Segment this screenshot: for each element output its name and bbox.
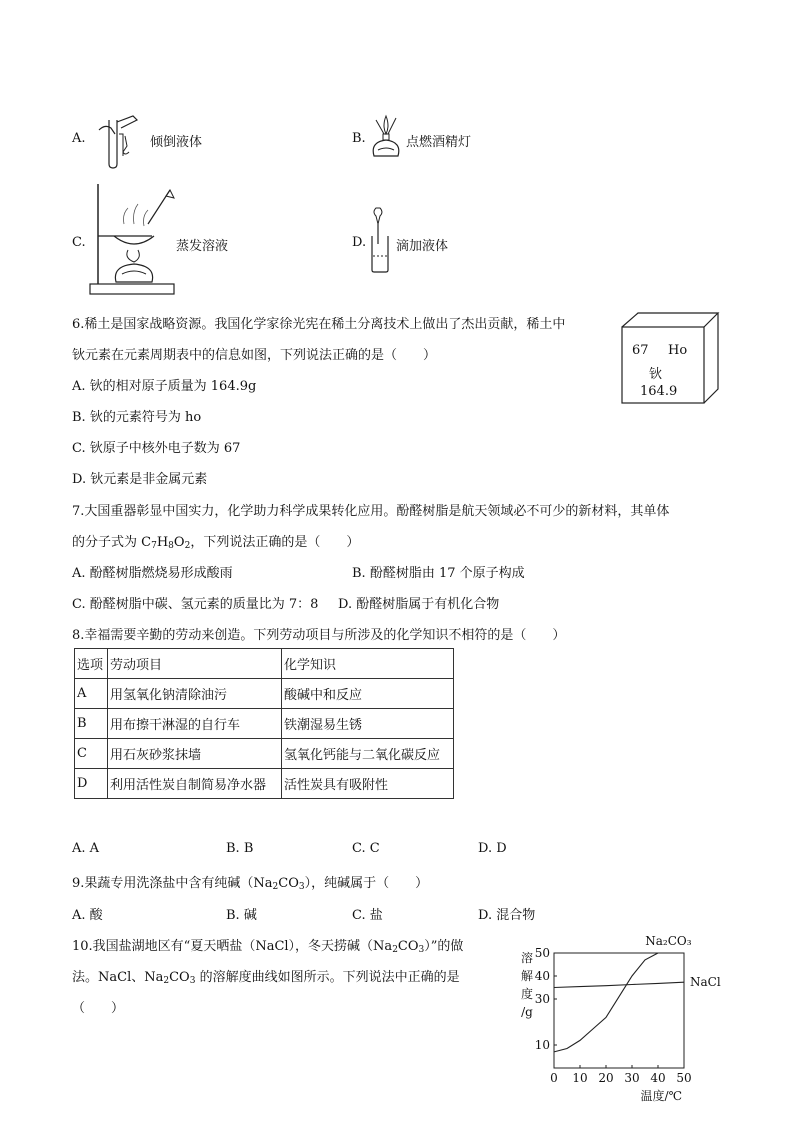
- table-cell: B: [75, 709, 108, 739]
- q9-stem: 9.果蔬专用洗涤盐中含有纯碱$(Na_2CO_3)$，纯碱属于（ ）: [72, 876, 429, 892]
- q6-option-a: A. 钬的相对原子质量为 164.9g: [72, 379, 257, 394]
- q5-option-c-label: 蒸发溶液: [176, 239, 229, 254]
- q9-option-a: A. 酸: [72, 908, 103, 923]
- q10-stem-line3: （ ）: [72, 1001, 125, 1016]
- table-cell: 铁潮湿易生锈: [282, 709, 454, 739]
- q7-option-d: D. 酚醛树脂属于有机化合物: [338, 597, 500, 612]
- table-cell: 利用活性炭自制简易净水器: [108, 769, 282, 799]
- series-label-nacl: NaCl: [690, 975, 721, 990]
- q6-stem-line1: 6.稀土是国家战略资源。我国化学家徐光宪在稀土分离技术上做出了杰出贡献，稀土中: [72, 317, 566, 332]
- q7-option-b: B. 酚醛树脂由 17 个原子构成: [352, 566, 525, 581]
- table-row: [75, 739, 454, 769]
- q8-stem: 8.幸福需要辛勤的劳动来创造。下列劳动项目与所涉及的化学知识不相符的是（ ）: [72, 628, 566, 643]
- solubility-chart: [500, 928, 740, 1108]
- x-axis-label: 温度/℃: [640, 1089, 682, 1103]
- y-axis-label: 溶: [520, 951, 534, 965]
- q7-option-a: A. 酚醛树脂燃烧易形成酸雨: [72, 566, 233, 581]
- q8-option-c: C. C: [352, 841, 380, 856]
- series-label-na2co3: Na₂CO₃: [645, 934, 692, 948]
- q6-option-b: B. 钬的元素符号为 ho: [72, 410, 202, 425]
- y-axis-label: 解: [520, 969, 534, 983]
- table-cell: C: [75, 739, 108, 769]
- table-row: [75, 709, 454, 739]
- element-symbol: Ho: [668, 343, 688, 358]
- labor-table: [74, 648, 454, 799]
- dropper-icon: [368, 206, 394, 274]
- element-name: 钬: [649, 367, 663, 382]
- series-line-na2co3: [554, 953, 658, 1052]
- alcohol-lamp-icon: [368, 112, 404, 164]
- q8-option-a: A. A: [72, 841, 100, 856]
- q5-option-c-letter: C.: [72, 235, 86, 250]
- q9-option-b: B. 碱: [226, 908, 257, 923]
- table-header-cell: 化学知识: [282, 649, 454, 679]
- q6-stem-line2: 钬元素在元素周期表中的信息如图，下列说法正确的是（ ）: [72, 348, 437, 363]
- q6-option-c: C. 钬原子中核外电子数为 67: [72, 441, 241, 456]
- element-number: 67: [632, 343, 649, 358]
- table-cell: 用布擦干淋湿的自行车: [108, 709, 282, 739]
- table-cell: A: [75, 679, 108, 709]
- y-axis-label: 度: [520, 987, 534, 1001]
- evaporation-apparatus-icon: [88, 180, 176, 298]
- table-cell: D: [75, 769, 108, 799]
- q5-option-d-label: 滴加液体: [396, 239, 449, 254]
- q9-option-c: C. 盐: [352, 908, 383, 923]
- pouring-liquid-icon: [95, 112, 145, 170]
- table-row: [75, 769, 454, 799]
- y-axis-label: /g: [521, 1005, 533, 1019]
- table-cell: 氢氧化钙能与二氧化碳反应: [282, 739, 454, 769]
- table-cell: 活性炭具有吸附性: [282, 769, 454, 799]
- x-tick-label: 10: [572, 1071, 588, 1085]
- y-tick-label: 40: [534, 969, 550, 983]
- q8-option-b: B. B: [226, 841, 254, 856]
- q8-option-d: D. D: [478, 841, 507, 856]
- q7-stem-line1: 7.大国重器彰显中国实力，化学助力科学成果转化应用。酚醛树脂是航天领域必不可少的新材料，其单体: [72, 504, 670, 519]
- q9-option-d: D. 混合物: [478, 908, 536, 923]
- y-tick-label: 30: [534, 992, 550, 1006]
- q6-option-d: D. 钬元素是非金属元素: [72, 472, 208, 487]
- table-header-cell: 劳动项目: [108, 649, 282, 679]
- plot-frame: [554, 953, 684, 1068]
- q7-option-c: C. 酚醛树脂中碳、氢元素的质量比为 7：8: [72, 597, 319, 612]
- table-cell: 酸碱中和反应: [282, 679, 454, 709]
- y-tick-label: 50: [534, 946, 550, 960]
- y-tick-label: 10: [534, 1038, 550, 1052]
- x-tick-label: 50: [676, 1071, 692, 1085]
- q5-option-a-label: 倾倒液体: [150, 135, 203, 150]
- q5-option-b-letter: B.: [352, 131, 366, 146]
- table-header-cell: 选项: [75, 649, 108, 679]
- x-tick-label: 30: [624, 1071, 640, 1085]
- x-tick-label: 40: [650, 1071, 666, 1085]
- q5-option-b-label: 点燃酒精灯: [406, 135, 472, 150]
- table-header-row: [75, 649, 454, 679]
- x-tick-label: 20: [598, 1071, 614, 1085]
- x-tick-label: 0: [550, 1071, 558, 1085]
- q5-option-a-letter: A.: [72, 131, 86, 146]
- q10-stem-line1: 10.我国盐湖地区有“夏天晒盐（NaCl），冬天捞碱$(Na_2CO_3)$”的做: [72, 939, 464, 955]
- table-cell: 用氢氧化钠清除油污: [108, 679, 282, 709]
- q10-stem-line2: 法。NaCl、$Na_2CO_3$ 的溶解度曲线如图所示。下列说法中正确的是: [72, 970, 460, 986]
- q7-stem-line2: 的分子式为 $C_7H_8O_2$，下列说法正确的是（ ）: [72, 535, 360, 551]
- q5-option-d-letter: D.: [352, 235, 367, 250]
- table-cell: 用石灰砂浆抹墙: [108, 739, 282, 769]
- table-row: [75, 679, 454, 709]
- element-mass: 164.9: [640, 384, 678, 399]
- series-line-nacl: [554, 982, 684, 987]
